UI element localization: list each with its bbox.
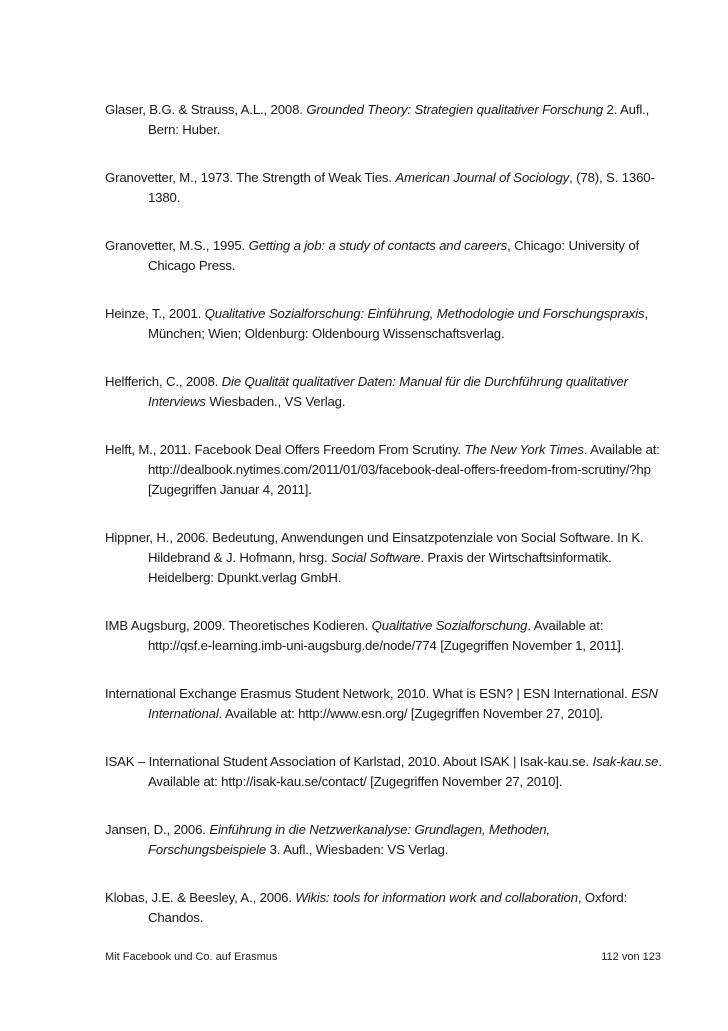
reference-title: Qualitative Sozialforschung: Einführung, Methodologie und Forschungspraxis: [204, 306, 645, 321]
reference-entry: [105, 304, 665, 344]
reference-title: ESN International: [148, 686, 658, 721]
reference-authors: Helfferich, C., 2008.: [105, 374, 222, 389]
reference-authors: Heinze, T., 2001.: [105, 306, 205, 321]
reference-entry: [105, 752, 665, 792]
reference-list: [105, 100, 665, 956]
reference-authors: ISAK – International Student Association of Karlstad, 2010. About ISAK | Isak-kau.se.: [105, 754, 593, 769]
reference-details: . Available at: http://isak-kau.se/contact/ [Zugegriffen November 27, 2010].: [148, 754, 662, 789]
reference-entry: [105, 684, 665, 724]
reference-entry: [105, 820, 665, 860]
reference-authors: Jansen, D., 2006.: [105, 822, 210, 837]
page-footer: [105, 951, 661, 963]
reference-entry: [105, 616, 665, 656]
reference-entry: [105, 888, 665, 928]
reference-title: The New York Times: [464, 442, 584, 457]
reference-details: , München; Wien; Oldenburg: Oldenbourg Wissenschaftsverlag.: [148, 306, 648, 341]
reference-title: Qualitative Sozialforschung: [371, 618, 528, 633]
reference-authors: Klobas, J.E. & Beesley, A., 2006.: [105, 890, 296, 905]
reference-entry: [105, 100, 665, 140]
reference-details: . Available at: http://qsf.e-learning.imb-uni-augsburg.de/node/774 [Zugegriffen November 1, 2011].: [148, 618, 625, 653]
reference-entry: [105, 528, 665, 588]
reference-title: Social Software: [331, 550, 421, 565]
reference-title: Grounded Theory: Strategien qualitativer Forschung: [306, 102, 604, 117]
footer-page-number: 112 von 123: [601, 951, 661, 963]
reference-title: Einführung in die Netzwerkanalyse: Grundlagen, Methoden, Forschungsbeispiele: [148, 822, 550, 857]
reference-details: 2. Aufl., Bern: Huber.: [148, 102, 650, 137]
reference-details: , Chicago: University of Chicago Press.: [148, 238, 640, 273]
reference-entry: [105, 168, 665, 208]
reference-title: Die Qualität qualitativer Daten: Manual für die Durchführung qualitativer Interviews: [148, 374, 628, 409]
reference-authors: Granovetter, M.S., 1995.: [105, 238, 249, 253]
reference-authors: International Exchange Erasmus Student Network, 2010. What is ESN? | ESN International.: [105, 686, 632, 701]
reference-details: . Available at: http://dealbook.nytimes.com/2011/01/03/facebook-deal-offers-freedom-from-scrutiny/?hp [Zugegriffen Januar 4, 2011].: [148, 442, 660, 497]
reference-authors: Granovetter, M., 1973. The Strength of Weak Ties.: [105, 170, 396, 185]
reference-entry: [105, 372, 665, 412]
reference-details: , (78), S. 1360-1380.: [148, 170, 655, 205]
reference-authors: Helft, M., 2011. Facebook Deal Offers Freedom From Scrutiny.: [105, 442, 465, 457]
reference-title: Isak-kau.se: [592, 754, 659, 769]
reference-details: , Oxford: Chandos.: [148, 890, 628, 925]
reference-title: Getting a job: a study of contacts and careers: [248, 238, 508, 253]
reference-title: Wikis: tools for information work and collaboration: [295, 890, 578, 905]
reference-details: 3. Aufl., Wiesbaden: VS Verlag.: [266, 842, 449, 857]
reference-details: . Available at: http://www.esn.org/ [Zugegriffen November 27, 2010].: [218, 706, 604, 721]
reference-details: . Praxis der Wirtschaftsinformatik. Heidelberg: Dpunkt.verlag GmbH.: [148, 550, 612, 585]
reference-authors: IMB Augsburg, 2009. Theoretisches Kodieren.: [105, 618, 372, 633]
reference-details: Wiesbaden., VS Verlag.: [205, 394, 346, 409]
footer-document-title: Mit Facebook und Co. auf Erasmus: [105, 951, 278, 963]
reference-entry: [105, 236, 665, 276]
reference-authors: Hippner, H., 2006. Bedeutung, Anwendungen und Einsatzpotenziale von Social Software. In K. Hildebrand & J. Hofmann, hrsg.: [105, 530, 644, 565]
reference-authors: Glaser, B.G. & Strauss, A.L., 2008.: [105, 102, 307, 117]
reference-entry: [105, 440, 665, 500]
reference-title: American Journal of Sociology: [395, 170, 570, 185]
